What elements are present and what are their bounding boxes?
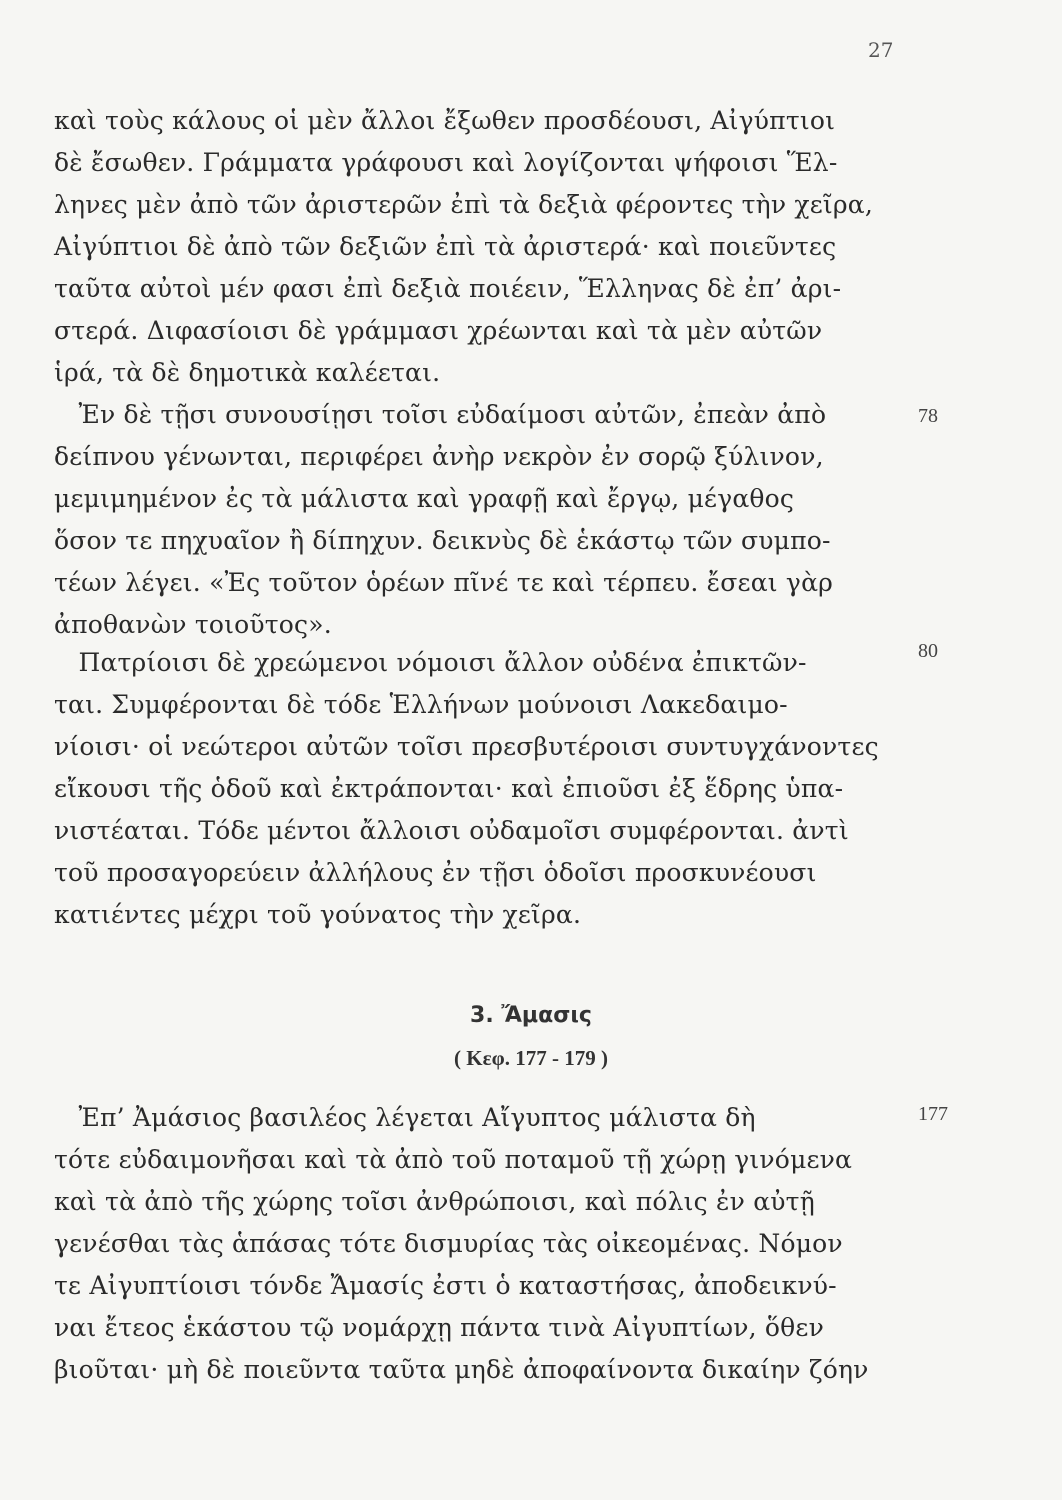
text-line: δείπνου γένωνται, περιφέρει ἀνὴρ νεκρὸν ἐν σορῷ ξύλινον, [54, 442, 824, 471]
text-line: καὶ τὰ ἀπὸ τῆς χώρης τοῖσι ἀνθρώποισι, καὶ πόλις ἐν αὐτῇ [54, 1187, 815, 1216]
text-line: γενέσθαι τὰς ἁπάσας τότε δισμυρίας τὰς οἰκεομένας. Νόμον [54, 1229, 843, 1258]
section-subheading: ( Κεφ. 177 - 179 ) [454, 1046, 608, 1070]
text-line: νίοισι· οἱ νεώτεροι αὐτῶν τοῖσι πρεσβυτέροισι συντυγχάνοντες [54, 732, 879, 761]
text-line: εἴκουσι τῆς ὁδοῦ καὶ ἐκτράπονται· καὶ ἐπιοῦσι ἐξ ἕδρης ὑπα- [54, 774, 844, 803]
paragraph-3 [54, 642, 906, 936]
text-line: μεμιμημένον ἐς τὰ μάλιστα καὶ γραφῇ καὶ ἔργῳ, μέγαθος [54, 484, 795, 513]
paragraph-1 [54, 100, 906, 394]
text-line: κατιέντες μέχρι τοῦ γούνατος τὴν χεῖρα. [54, 900, 582, 929]
text-line: βιοῦται· μὴ δὲ ποιεῦντα ταῦτα μηδὲ ἀποφαίνοντα δικαίην ζόην [54, 1355, 869, 1384]
text-line: ἱρά, τὰ δὲ δημοτικὰ καλέεται. [54, 358, 441, 387]
section-heading: 3. Ἄμασις [470, 1003, 592, 1028]
text-line: Αἰγύπτιοι δὲ ἀπὸ τῶν δεξιῶν ἐπὶ τὰ ἀριστερά· καὶ ποιεῦντες [54, 232, 837, 261]
text-line: ται. Συμφέρονται δὲ τόδε Ἑλλήνων μούνοισι Λακεδαιμο- [54, 690, 788, 719]
text-line: Ἐν δὲ τῇσι συνουσίῃσι τοῖσι εὐδαίμοσι αὐτῶν, ἐπεὰν ἀπὸ [54, 400, 827, 429]
text-line: στερά. Διφασίοισι δὲ γράμμασι χρέωνται καὶ τὰ μὲν αὐτῶν [54, 316, 823, 345]
text-line: ὅσον τε πηχυαῖον ἢ δίπηχυν. δεικνὺς δὲ ἑκάστῳ τῶν συμπο- [54, 526, 831, 555]
text-line: τέων λέγει. «Ἐς τοῦτον ὁρέων πῖνέ τε καὶ τέρπευ. ἔσεαι γὰρ [54, 568, 834, 597]
margin-chapter-number: 177 [918, 1103, 948, 1125]
text-line: Πατρίοισι δὲ χρεώμενοι νόμοισι ἄλλον οὐδένα ἐπικτῶν- [54, 648, 807, 677]
text-line: καὶ τοὺς κάλους οἱ μὲν ἄλλοι ἔξωθεν προσδέουσι, Αἰγύπτιοι [54, 106, 836, 135]
text-line: ταῦτα αὐτοὶ μέν φασι ἐπὶ δεξιὰ ποιέειν, Ἕλληνας δὲ ἐπ’ ἀρι- [54, 274, 842, 303]
paragraph-2 [54, 394, 906, 646]
margin-chapter-number: 80 [918, 640, 938, 662]
text-line: τοῦ προσαγορεύειν ἀλλήλους ἐν τῇσι ὁδοῖσι προσκυνέουσι [54, 858, 817, 887]
margin-chapter-number: 78 [918, 405, 938, 427]
text-line: ληνες μὲν ἀπὸ τῶν ἀριστερῶν ἐπὶ τὰ δεξιὰ φέροντες τὴν χεῖρα, [54, 190, 874, 219]
text-line: δὲ ἔσωθεν. Γράμματα γράφουσι καὶ λογίζονται ψήφοισι Ἕλ- [54, 148, 838, 177]
text-line: ναι ἔτεος ἑκάστου τῷ νομάρχῃ πάντα τινὰ Αἰγυπτίων, ὅθεν [54, 1313, 824, 1342]
text-line: ἀποθανὼν τοιοῦτος». [54, 610, 332, 639]
text-line: τότε εὐδαιμονῆσαι καὶ τὰ ἀπὸ τοῦ ποταμοῦ τῇ χώρῃ γινόμενα [54, 1145, 853, 1174]
paragraph-4 [54, 1097, 906, 1391]
text-line: νιστέαται. Τόδε μέντοι ἄλλοισι οὐδαμοῖσι συμφέρονται. ἀντὶ [54, 816, 849, 845]
text-line: Ἐπ’ Ἀμάσιος βασιλέος λέγεται Αἴγυπτος μάλιστα δὴ [54, 1103, 756, 1132]
text-line: τε Αἰγυπτίοισι τόνδε Ἄμασίς ἐστι ὁ καταστήσας, ἀποδεικνύ- [54, 1271, 837, 1300]
page-number: 27 [868, 38, 894, 62]
